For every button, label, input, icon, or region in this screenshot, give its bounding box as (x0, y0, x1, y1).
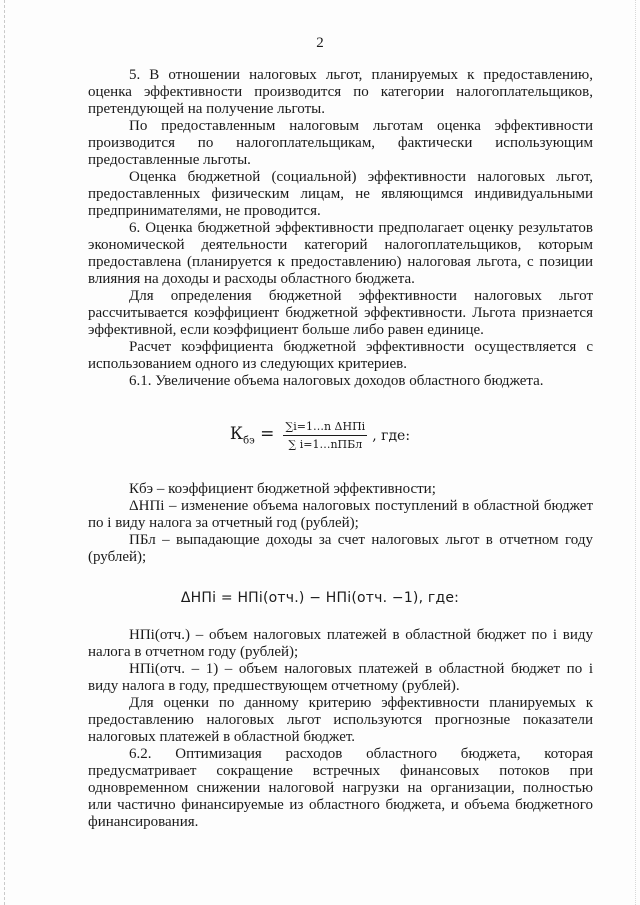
formula-numerator: ∑i=1…n ΔНПi (283, 420, 367, 436)
page-number: 2 (316, 35, 324, 51)
definition: ΔНПi – изменение объема налоговых поступлений в областной бюджет по i виду налога за отчетный год (рублей); (88, 498, 593, 531)
paragraph: 5. В отношении налоговых льгот, планируемых к предоставлению, оценка эффективности производится по категории налогоплательщиков, претендующей на получение льготы. (88, 67, 593, 117)
definition: НПi(отч. – 1) – объем налоговых платежей в областной бюджет по i виду налога в году, предшествующем отчетному (рублей). (88, 661, 593, 694)
text-block-definitions (88, 481, 593, 566)
paragraph: Для определения бюджетной эффективности налоговых льгот рассчитывается коэффициент бюджетной эффективности. Льгота признается эффективной, если коэффициент больше либо равен единице. (88, 288, 593, 338)
formula-denominator: ∑ i=1…nПБл (288, 438, 363, 451)
scan-edge-right (635, 0, 636, 905)
definition: ПБл – выпадающие доходы за счет налоговых льгот в отчетном году (рублей); (88, 532, 593, 565)
paragraph: 6.2. Оптимизация расходов областного бюджета, которая предусматривает сокращение встречных финансовых потоков при одновременном снижении налоговой нагрузки на организации, полностью или частично финансируемые из областного бюджета, и объема бюджетного финансирования. (88, 746, 593, 830)
formula-efficiency-coefficient (0, 420, 640, 451)
formula-lhs-symbol: К (229, 424, 244, 445)
paragraph-heading: 6.1. Увеличение объема налоговых доходов областного бюджета. (129, 373, 544, 389)
paragraph: Для оценки по данному критерию эффективности планируемых к предоставлению налоговых льгот используются прогнозные показатели налоговых платежей в областной бюджет. (88, 695, 593, 745)
formula-tax-change: ΔНПi = НПi(отч.) − НПi(отч. −1), где: (180, 590, 460, 606)
formula-lhs: $К_{бэ}$ = (229, 424, 275, 447)
paragraph: Оценка бюджетной (социальной) эффективности налоговых льгот, предоставленных физическим лицам, не являющимся индивидуальными предпринимателями, не проводится. (88, 169, 593, 219)
formula-fraction (283, 420, 367, 451)
formula-lhs-subscript: бэ (243, 435, 255, 447)
paragraph: 6. Оценка бюджетной эффективности предполагает оценку результатов экономической деятельности категорий налогоплательщиков, которым предоставлена (планируется к предоставлению) налоговая льгота, с позиции влияния на доходы и расходы областного бюджета. (88, 220, 593, 287)
text-block-continuation (88, 627, 593, 831)
paragraph: По предоставленным налоговым льготам оценка эффективности производится по налогоплательщикам, фактически использующим предоставленные льготы. (88, 118, 593, 168)
definition: НПi(отч.) – объем налоговых платежей в областной бюджет по i виду налога в отчетном году (рублей); (88, 627, 593, 660)
text-block-intro (88, 67, 593, 390)
formula-where: , где: (372, 427, 411, 444)
definition: Кбэ – коэффициент бюджетной эффективности; (129, 481, 436, 497)
paragraph: Расчет коэффициента бюджетной эффективности осуществляется с использованием одного из следующих критериев. (88, 339, 593, 372)
scan-edge-left (4, 0, 5, 905)
